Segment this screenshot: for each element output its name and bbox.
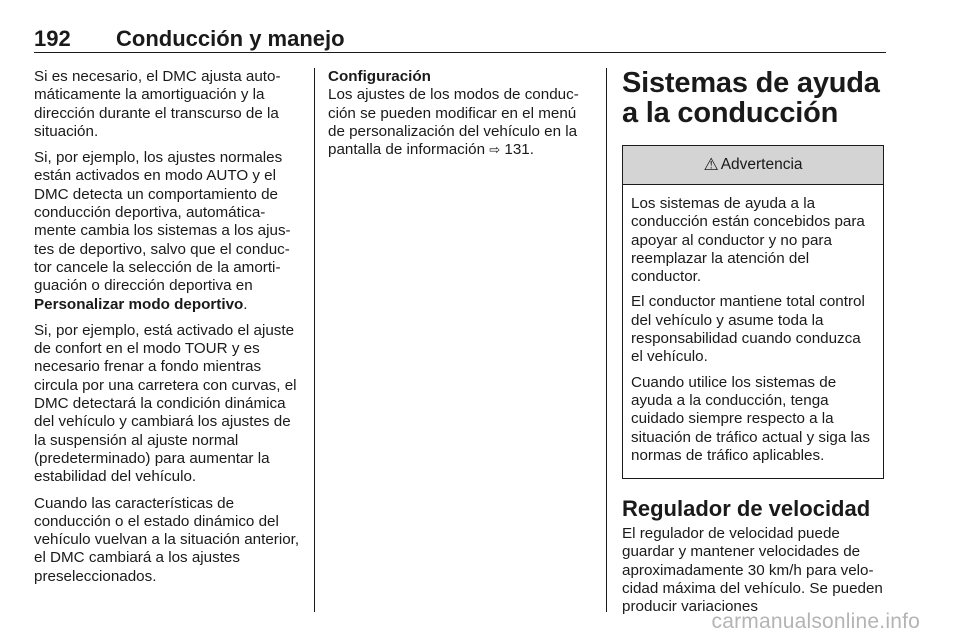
column-divider-1	[314, 68, 315, 612]
column-left	[34, 68, 300, 594]
column-right	[622, 68, 888, 625]
page-header	[34, 26, 886, 53]
warning-label: Advertencia	[720, 155, 803, 173]
warning-paragraph: Los sistemas de ayuda a la conducción están concebidos para apoyar al conductor y no para reemplazar la atención del conductor.	[631, 195, 865, 286]
paragraph: Cuando las características de conducción o el estado dinámico del vehículo vuelvan a la situación anterior, el DMC cambiará a los ajustes preseleccionados.	[34, 494, 300, 585]
warning-paragraph: Cuando utilice los sistemas de ayuda a la conducción, tenga cuidado siempre respecto a la situación de tráfico actual y siga las normas de tráfico aplicables.	[631, 373, 870, 464]
paragraph-text: Si, por ejemplo, los ajustes normales están activados en modo AUTO y el DMC detecta un comportamiento de conducción deportiva, automáticamente cambia los sistemas a los ajustes de deportivo, salvo que el conductor cancele la selección de la amortiguación o dirección deportiva en	[34, 149, 291, 295]
paragraph: Si es necesario, el DMC ajusta automáticamente la amortiguación y la dirección durante el transcurso de la situación.	[34, 68, 281, 140]
menu-term: Personalizar modo deportivo	[34, 295, 244, 313]
page-number: 192	[34, 26, 71, 51]
column-divider-2	[606, 68, 607, 612]
paragraph: Si, por ejemplo, está activado el ajuste de confort en el modo TOUR y es necesario frenar a fondo mientras circula por una carretera con curvas, el DMC detectará la condición dinámica del vehículo y cambiará los ajustes de la suspensión al ajuste normal (predeterminado) para aumentar la estabilidad del vehículo.	[34, 321, 297, 486]
warning-triangle-icon: ⚠	[703, 154, 719, 174]
warning-body	[623, 185, 883, 478]
paragraph-text: Los ajustes de los modos de conducción se pueden modificar en el menú de personalización del vehículo en la pantalla de información	[328, 86, 579, 159]
chapter-title: Conducción y manejo	[116, 26, 345, 51]
page-reference-icon: ⇨	[489, 142, 501, 158]
warning-box	[622, 145, 884, 479]
page-reference[interactable]: 131.	[500, 141, 534, 159]
warning-paragraph: El conductor mantiene total control del vehículo y asume toda la responsabilidad cuando conduzca el vehículo.	[631, 293, 865, 366]
paragraph	[34, 149, 300, 314]
watermark: carmanualsonline.info	[711, 610, 920, 633]
section-title: Sistemas de ayuda a la conducción	[622, 67, 880, 129]
paragraph-end: .	[243, 295, 248, 313]
warning-header	[623, 146, 883, 185]
subsection-title: Regulador de velocidad	[622, 496, 871, 522]
column-middle	[328, 68, 592, 167]
subheading: Configuración	[328, 68, 431, 85]
paragraph	[328, 86, 592, 159]
paragraph: El regulador de velocidad puede guardar y mantener velocidades de aproximadamente 30 km/h para velocidad máxima del vehículo. Se pueden producir variaciones	[622, 525, 883, 616]
